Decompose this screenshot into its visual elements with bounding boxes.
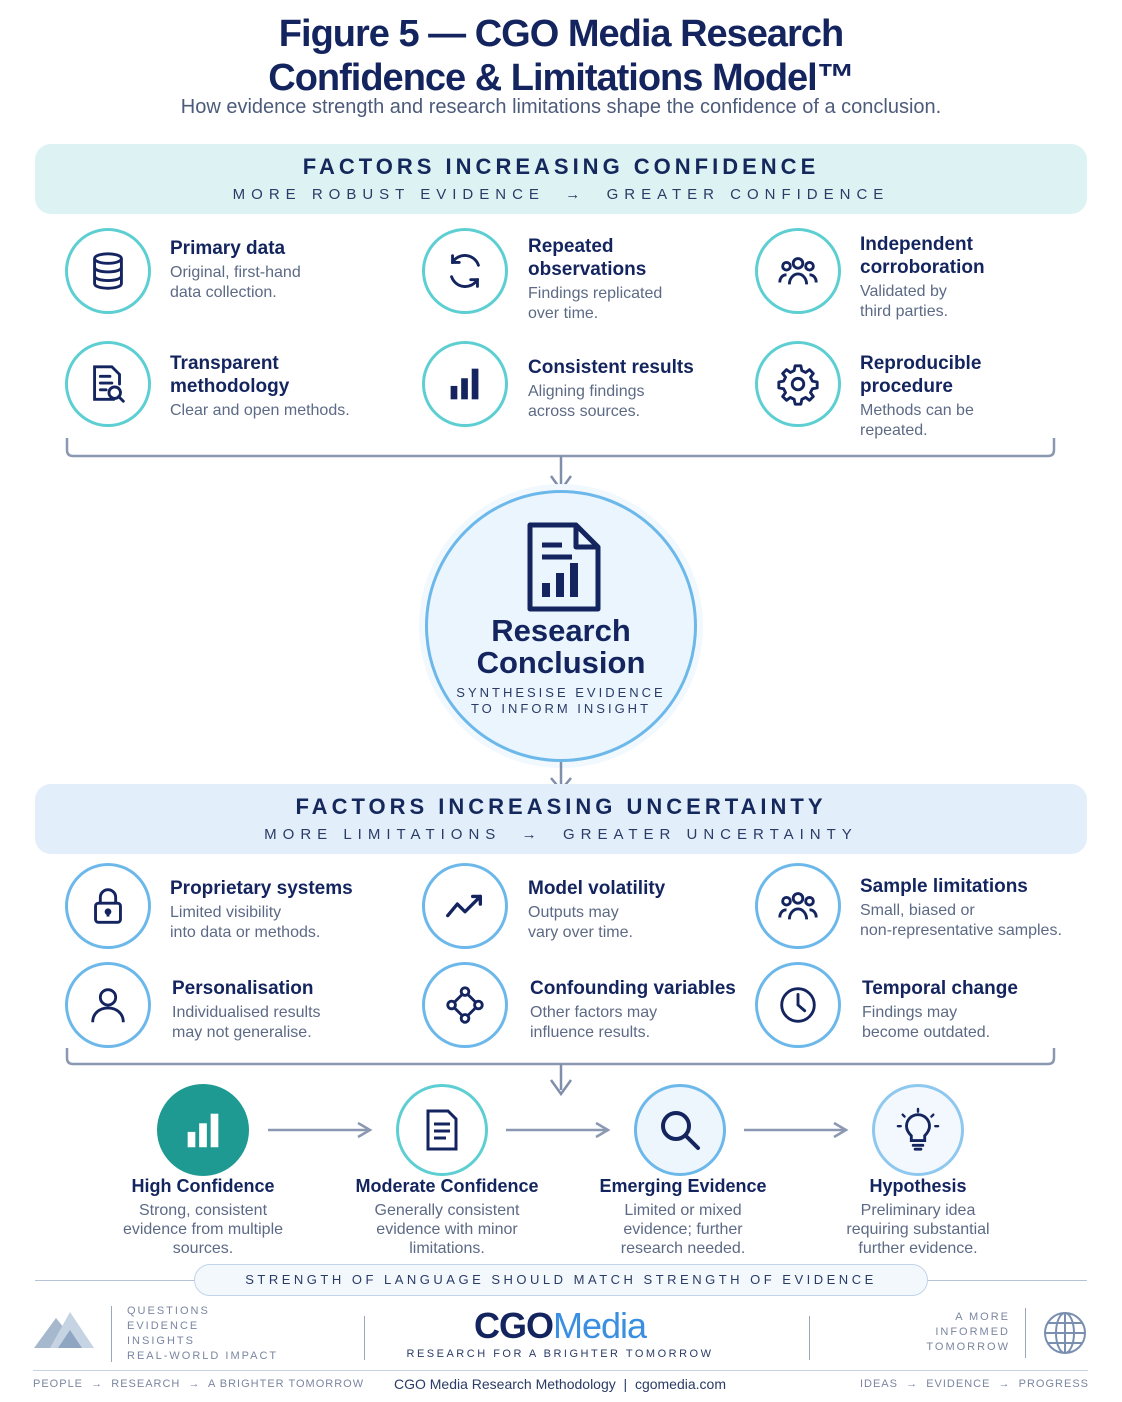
footer-left-divider <box>111 1306 112 1362</box>
factor-model-volatility <box>422 863 508 949</box>
factor-confounding-variables <box>422 962 508 1048</box>
factor-primary-data-text <box>170 237 390 303</box>
factor-desc: Methods can be repeated. <box>860 402 974 439</box>
factor-repeated-observations-text <box>528 235 748 324</box>
factor-temporal-change-text <box>862 977 1082 1043</box>
factor-desc: Limited visibility into data or methods. <box>170 904 321 941</box>
footer-right-words <box>880 1310 1010 1355</box>
factor-title: Personalisation <box>172 978 314 999</box>
stage-high-confidence <box>100 1176 306 1258</box>
factor-title: Primary data <box>170 238 286 259</box>
factor-reproducible-procedure-text <box>860 352 1080 441</box>
stage-emerging-evidence <box>580 1176 786 1258</box>
factor-desc: Other factors may influence results. <box>530 1004 658 1041</box>
factor-independent-corroboration-text <box>860 233 1080 322</box>
factor-model-volatility-text <box>528 877 748 943</box>
factor-proprietary-systems-text <box>170 877 410 943</box>
page-subtitle: How evidence strength and research limitations shape the confidence of a conclusion. <box>180 96 942 118</box>
footer-word: EVIDENCE <box>127 1320 200 1332</box>
factor-sample-limitations <box>755 863 841 949</box>
title-line-2: Confidence & Limitations Model™ <box>268 57 854 99</box>
stage-desc: Preliminary idea requiring substantial further evidence. <box>846 1202 990 1257</box>
brand-media: Media <box>552 1305 647 1346</box>
conclusion-sub-line-1: SYNTHESISE EVIDENCE <box>456 685 666 700</box>
uncertainty-band-subtitle: MORE LIMITATIONS → GREATER UNCERTAINTY <box>264 826 858 843</box>
research-conclusion <box>425 490 697 762</box>
brand-tagline: RESEARCH FOR A BRIGHTER TOMORROW <box>406 1348 714 1360</box>
trend-line-icon <box>422 863 508 949</box>
stage-desc: Strong, consistent evidence from multiple sources. <box>122 1202 284 1257</box>
factor-transparent-methodology <box>65 341 151 427</box>
factor-sample-limitations-text <box>860 875 1100 941</box>
factor-consistent-results-text <box>528 356 748 422</box>
footer-bottom-divider <box>33 1370 1088 1371</box>
brand-logo <box>370 1306 750 1346</box>
factor-primary-data <box>65 228 151 314</box>
lock-icon <box>65 863 151 949</box>
confidence-band-subtitle: MORE ROBUST EVIDENCE → GREATER CONFIDENCE <box>232 186 890 203</box>
factor-title: Sample limitations <box>860 876 1028 897</box>
conclusion-title-line-1: Research <box>491 613 631 648</box>
factor-title: Independent corroboration <box>860 234 985 278</box>
strength-banner: STRENGTH OF LANGUAGE SHOULD MATCH STRENGTH OF EVIDENCE <box>194 1264 928 1296</box>
footer-word: QUESTIONS <box>127 1305 210 1317</box>
footer-word: REAL-WORLD IMPACT <box>127 1350 279 1362</box>
footer-bottom-center: CGO Media Research Methodology | cgomedia.com <box>393 1376 726 1392</box>
database-icon <box>65 228 151 314</box>
factor-personalisation <box>65 962 151 1048</box>
factor-desc: Outputs may vary over time. <box>528 904 633 941</box>
confidence-band <box>35 144 1087 214</box>
people-group-icon <box>755 228 841 314</box>
factor-title: Transparent methodology <box>170 353 290 397</box>
footer-word: A MORE <box>955 1311 1010 1323</box>
footer-center-divider-right <box>809 1316 810 1360</box>
footer-right-divider <box>1025 1308 1026 1358</box>
factor-independent-corroboration <box>755 228 841 314</box>
mountain-logo-icon <box>32 1308 96 1350</box>
footer-word: TOMORROW <box>926 1341 1010 1353</box>
stage-title: Moderate Confidence <box>355 1176 539 1196</box>
uncertainty-band-title: FACTORS INCREASING UNCERTAINTY <box>295 794 827 819</box>
person-icon <box>65 962 151 1048</box>
factor-desc: Individualised results may not generalise. <box>172 1004 321 1041</box>
clock-icon <box>755 962 841 1048</box>
factor-temporal-change <box>755 962 841 1048</box>
factor-personalisation-text <box>172 977 412 1043</box>
factor-desc: Aligning findings across sources. <box>528 383 645 420</box>
factor-title: Consistent results <box>528 357 694 378</box>
gear-icon <box>755 341 841 427</box>
stage-title: High Confidence <box>131 1176 275 1196</box>
factor-title: Repeated observations <box>528 236 647 280</box>
footer-bottom-left: PEOPLE → RESEARCH → A BRIGHTER TOMORROW <box>33 1378 365 1390</box>
factor-title: Confounding variables <box>530 978 736 999</box>
factor-confounding-variables-text <box>530 977 770 1043</box>
factor-desc: Findings may become outdated. <box>862 1004 991 1041</box>
uncertainty-bracket <box>0 1040 1122 1100</box>
globe-icon <box>1042 1310 1088 1356</box>
stage-desc: Generally consistent evidence with minor limitations. <box>374 1202 520 1257</box>
conclusion-title-line-2: Conclusion <box>476 645 646 680</box>
page-title <box>21 12 1101 100</box>
footer-left-words <box>127 1304 278 1364</box>
confidence-band-title: FACTORS INCREASING CONFIDENCE <box>302 154 820 179</box>
factor-consistent-results <box>422 341 508 427</box>
factor-title: Temporal change <box>862 978 1018 999</box>
factor-desc: Original, first-hand data collection. <box>170 264 301 301</box>
uncertainty-band <box>35 784 1087 854</box>
footer-word: INFORMED <box>935 1326 1010 1338</box>
stage-moderate-confidence <box>342 1176 552 1258</box>
people-group-icon <box>755 863 841 949</box>
brand-cgo: CGO <box>473 1305 553 1346</box>
factor-desc: Findings replicated over time. <box>528 285 663 322</box>
stage-title: Emerging Evidence <box>599 1176 767 1196</box>
stage-title: Hypothesis <box>869 1176 967 1196</box>
factor-proprietary-systems <box>65 863 151 949</box>
footer-bottom-right: IDEAS → EVIDENCE → PROGRESS <box>859 1378 1089 1390</box>
report-icon <box>526 521 602 613</box>
document-search-icon <box>65 341 151 427</box>
title-line-1: Figure 5 — CGO Media Research <box>278 13 844 55</box>
stage-arrows <box>0 1118 1122 1142</box>
factor-desc: Small, biased or non-representative samples. <box>860 902 1062 939</box>
conclusion-sub-line-2: TO INFORM INSIGHT <box>470 701 652 716</box>
refresh-icon <box>422 228 508 314</box>
factor-transparent-methodology-text <box>170 352 410 421</box>
conclusion-title <box>428 615 694 679</box>
factor-title: Model volatility <box>528 878 666 899</box>
factor-desc: Clear and open methods. <box>170 402 350 419</box>
factor-title: Reproducible procedure <box>860 353 982 397</box>
factor-reproducible-procedure <box>755 341 841 427</box>
stage-hypothesis <box>818 1176 1018 1258</box>
factor-desc: Validated by third parties. <box>860 283 949 320</box>
footer-center-divider-left <box>364 1316 365 1360</box>
factor-title: Proprietary systems <box>170 878 353 899</box>
footer-word: INSIGHTS <box>127 1335 195 1347</box>
network-icon <box>422 962 508 1048</box>
bar-chart-icon <box>422 341 508 427</box>
stage-desc: Limited or mixed evidence; further research needed. <box>620 1202 746 1257</box>
factor-repeated-observations <box>422 228 508 314</box>
conclusion-subtitle <box>428 685 694 717</box>
